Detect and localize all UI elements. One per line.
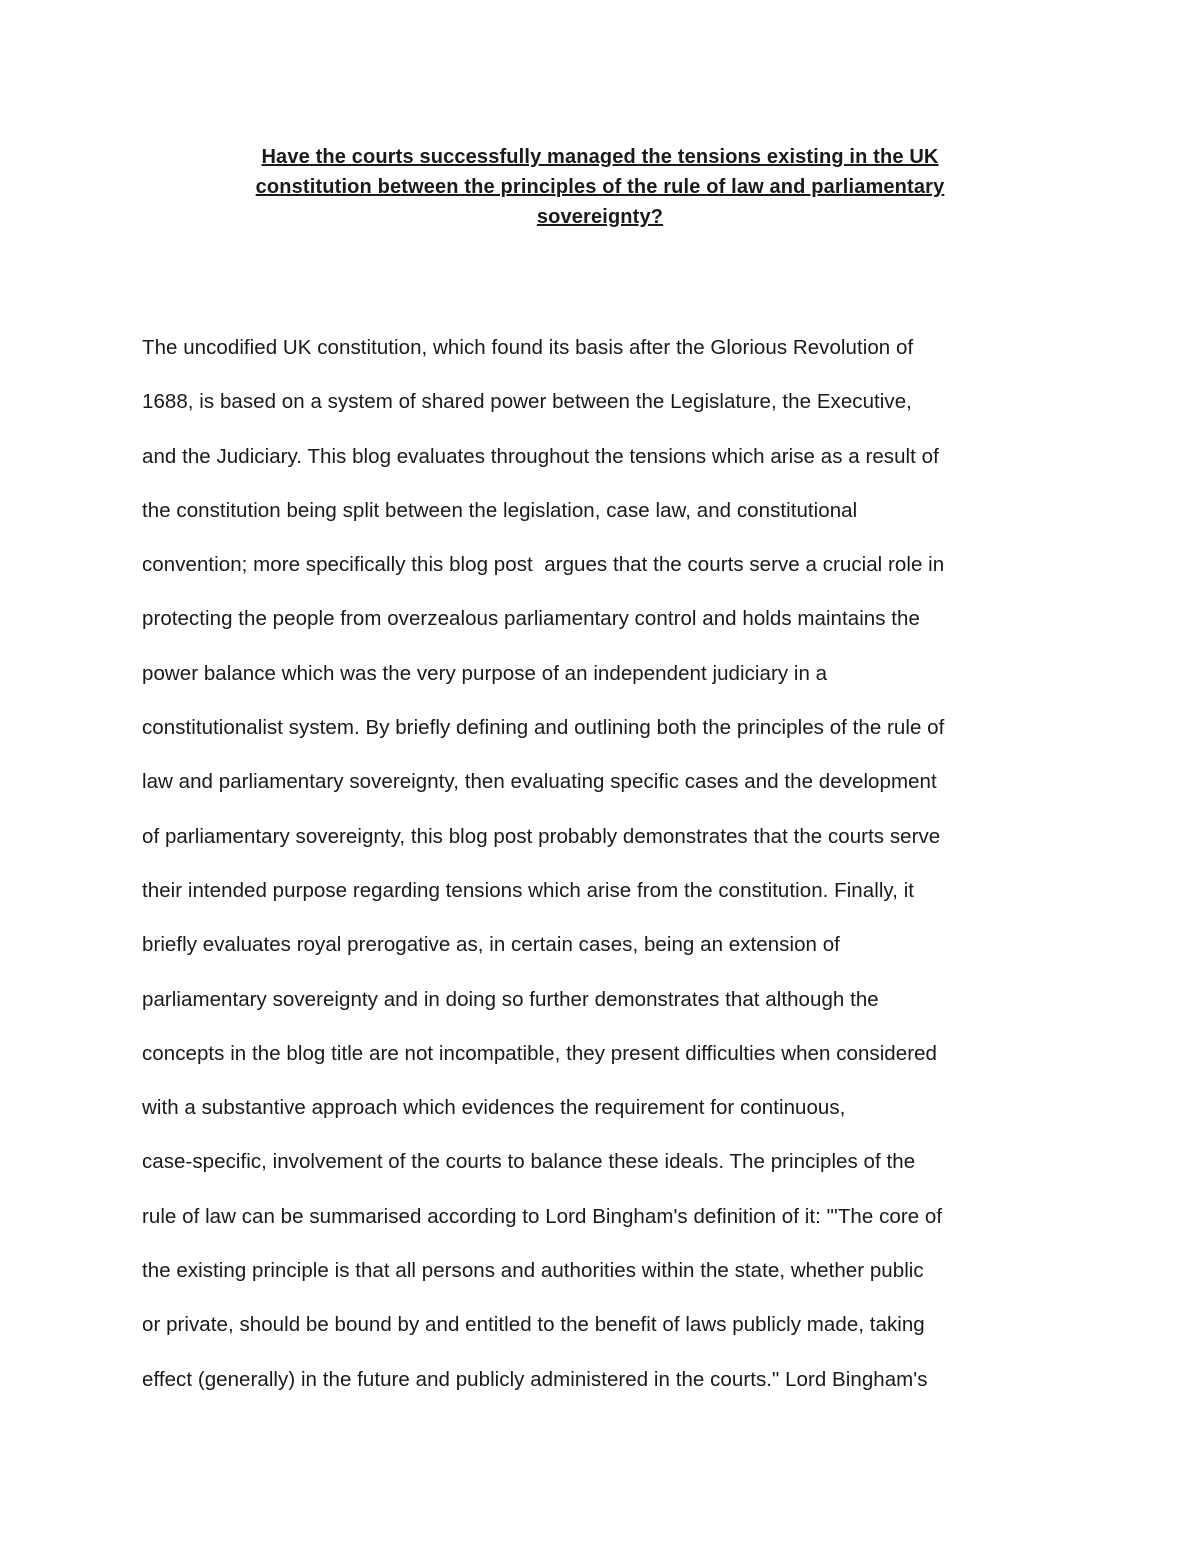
body-line: constitutionalist system. By briefly defining and outlining both the principles of the rule of bbox=[142, 716, 945, 740]
document-title bbox=[140, 142, 1060, 232]
body-line: protecting the people from overzealous parliamentary control and holds maintains the bbox=[142, 607, 920, 631]
body-line: case-specific, involvement of the courts to balance these ideals. The principles of the bbox=[142, 1150, 916, 1174]
body-line: their intended purpose regarding tensions which arise from the constitution. Finally, it bbox=[142, 878, 915, 902]
body-line: briefly evaluates royal prerogative as, in certain cases, being an extension of bbox=[142, 933, 840, 957]
body-line: The uncodified UK constitution, which found its basis after the Glorious Revolution of bbox=[142, 336, 914, 359]
body-line: the constitution being split between the legislation, case law, and constitutional bbox=[142, 498, 858, 522]
body-line: concepts in the blog title are not incompatible, they present difficulties when considered bbox=[142, 1041, 937, 1065]
body-line: law and parliamentary sovereignty, then evaluating specific cases and the development bbox=[142, 770, 937, 794]
body-line: with a substantive approach which evidences the requirement for continuous, bbox=[142, 1096, 846, 1120]
title-line: Have the courts successfully managed the tensions existing in the UK bbox=[261, 146, 939, 168]
title-line: sovereignty? bbox=[536, 206, 664, 228]
body-line: the existing principle is that all persons and authorities within the state, whether public bbox=[142, 1259, 924, 1283]
body-line: parliamentary sovereignty and in doing so further demonstrates that although the bbox=[142, 987, 879, 1011]
body-line: and the Judiciary. This blog evaluates throughout the tensions which arise as a result of bbox=[142, 444, 939, 468]
body-line: of parliamentary sovereignty, this blog post probably demonstrates that the courts serve bbox=[142, 824, 941, 848]
body-line: convention; more specifically this blog post argues that the courts serve a crucial role in bbox=[142, 553, 945, 577]
body-line: or private, should be bound by and entitled to the benefit of laws publicly made, taking bbox=[142, 1313, 925, 1337]
body-line: rule of law can be summarised according to Lord Bingham's definition of it: "'The core of bbox=[142, 1204, 943, 1228]
body-line: 1688, is based on a system of shared power between the Legislature, the Executive, bbox=[142, 390, 912, 414]
document-body bbox=[142, 330, 1082, 1416]
body-line: effect (generally) in the future and publicly administered in the courts." Lord Bingham's bbox=[142, 1367, 928, 1391]
title-line: constitution between the principles of the rule of law and parliamentary bbox=[255, 176, 945, 198]
body-line: power balance which was the very purpose of an independent judiciary in a bbox=[142, 661, 828, 685]
